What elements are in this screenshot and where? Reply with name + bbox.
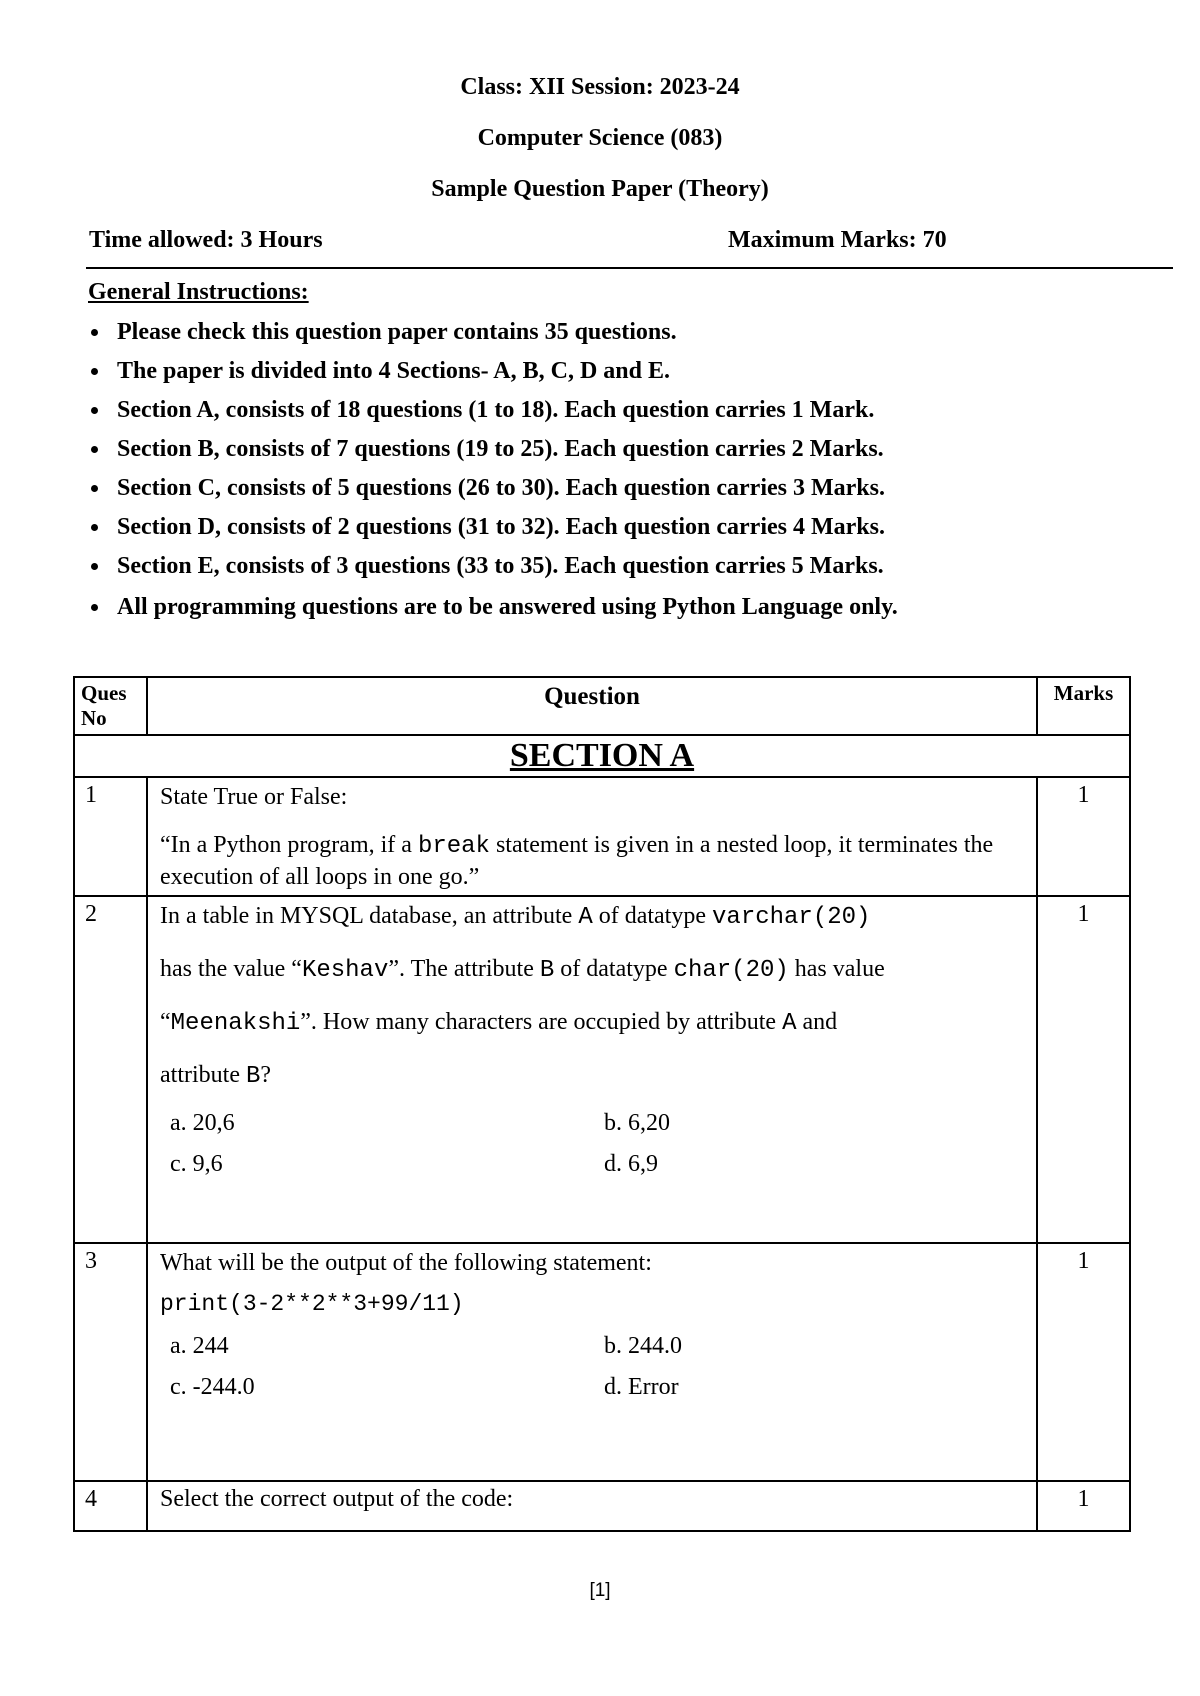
instructions-list xyxy=(88,318,898,632)
text-fragment: and xyxy=(796,1009,838,1035)
column-header-marks: Marks xyxy=(1037,677,1130,735)
table-row xyxy=(74,777,1130,896)
question-line xyxy=(160,1060,1026,1092)
page-number: [1] xyxy=(589,1580,611,1601)
code-fragment: Meenakshi xyxy=(170,1010,301,1037)
instruction-item: Section B, consists of 7 questions (19 to 25). Each question carries 2 Marks. xyxy=(88,435,898,474)
option-c: c. 9,6 xyxy=(170,1151,223,1177)
code-fragment: B xyxy=(539,957,555,984)
time-allowed: Time allowed: 3 Hours xyxy=(89,227,323,253)
question-marks: 1 xyxy=(1037,1243,1130,1481)
question-table xyxy=(73,676,1131,1532)
question-text xyxy=(147,777,1037,896)
instructions-title: General Instructions: xyxy=(88,279,309,305)
question-number: 3 xyxy=(74,1243,147,1481)
subject-heading: Computer Science (083) xyxy=(477,125,723,151)
question-line xyxy=(160,901,1026,933)
question-text xyxy=(147,896,1037,1243)
instruction-item: Section A, consists of 18 questions (1 to 18). Each question carries 1 Mark. xyxy=(88,396,898,435)
question-statement xyxy=(160,830,1026,892)
question-line: State True or False: xyxy=(160,784,348,811)
table-header-row xyxy=(74,677,1130,735)
option-c: c. -244.0 xyxy=(170,1373,255,1400)
question-marks: 1 xyxy=(1037,896,1130,1243)
option-b: b. 6,20 xyxy=(604,1110,670,1136)
section-row xyxy=(74,735,1130,777)
question-number: 1 xyxy=(74,777,147,896)
instruction-item: All programming questions are to be answered using Python Language only. xyxy=(88,593,898,632)
text-fragment: In a table in MYSQL database, an attribute xyxy=(160,903,579,929)
question-number: 4 xyxy=(74,1481,147,1531)
option-b: b. 244.0 xyxy=(604,1332,682,1359)
question-number: 2 xyxy=(74,896,147,1243)
text-fragment: has the value “ xyxy=(160,956,302,982)
option-a: a. 20,6 xyxy=(170,1110,235,1136)
table-row xyxy=(74,1481,1130,1531)
text-fragment: ”. How many characters are occupied by attribute xyxy=(300,1009,783,1035)
text-fragment: attribute xyxy=(160,1062,246,1088)
paper-type-heading: Sample Question Paper (Theory) xyxy=(431,176,769,202)
code-fragment: A xyxy=(578,904,593,931)
column-header-qno: Ques No xyxy=(74,677,147,735)
text-fragment: of datatype xyxy=(592,903,713,929)
instruction-item: Section C, consists of 5 questions (26 to 30). Each question carries 3 Marks. xyxy=(88,474,898,513)
text-fragment: statement is given in a nested loop, it terminates the execution of all loops in one go.” xyxy=(160,832,994,891)
option-a: a. 244 xyxy=(170,1332,229,1359)
answer-options xyxy=(170,1333,1026,1401)
class-session-heading: Class: XII Session: 2023-24 xyxy=(460,74,740,100)
text-fragment: ”. The attribute xyxy=(388,956,540,982)
text-fragment: has value xyxy=(788,956,885,982)
code-fragment: B xyxy=(245,1063,261,1090)
instruction-item: Please check this question paper contains 35 questions. xyxy=(88,318,898,357)
question-line xyxy=(160,1007,1026,1039)
question-marks: 1 xyxy=(1037,1481,1130,1531)
option-d: d. 6,9 xyxy=(604,1151,658,1177)
instruction-item: Section D, consists of 2 questions (31 to 32). Each question carries 4 Marks. xyxy=(88,513,898,552)
maximum-marks: Maximum Marks: 70 xyxy=(728,227,947,253)
question-text xyxy=(147,1243,1037,1481)
code-fragment: varchar(20) xyxy=(712,904,871,931)
text-fragment: ? xyxy=(260,1062,272,1088)
instruction-item: Section E, consists of 3 questions (33 to 35). Each question carries 5 Marks. xyxy=(88,552,898,591)
option-d: d. Error xyxy=(604,1373,679,1400)
header-divider xyxy=(86,267,1173,269)
section-a-title: SECTION A xyxy=(74,735,1130,777)
code-line: print(3-2**2**3+99/11) xyxy=(160,1290,464,1317)
code-fragment: char(20) xyxy=(673,957,789,984)
code-fragment: break xyxy=(417,833,490,861)
question-line xyxy=(160,954,1026,986)
text-fragment: “ xyxy=(160,1009,171,1035)
code-fragment: A xyxy=(782,1010,797,1037)
instruction-item: The paper is divided into 4 Sections- A, B, C, D and E. xyxy=(88,357,898,396)
question-marks: 1 xyxy=(1037,777,1130,896)
table-row xyxy=(74,1243,1130,1481)
text-fragment: “In a Python program, if a xyxy=(160,832,418,859)
column-header-question: Question xyxy=(147,677,1037,735)
table-row xyxy=(74,896,1130,1243)
answer-options xyxy=(170,1110,1026,1178)
code-fragment: Keshav xyxy=(301,957,389,984)
question-line: What will be the output of the following statement: xyxy=(160,1249,652,1276)
question-text: Select the correct output of the code: xyxy=(147,1481,1037,1531)
text-fragment: of datatype xyxy=(554,956,674,982)
